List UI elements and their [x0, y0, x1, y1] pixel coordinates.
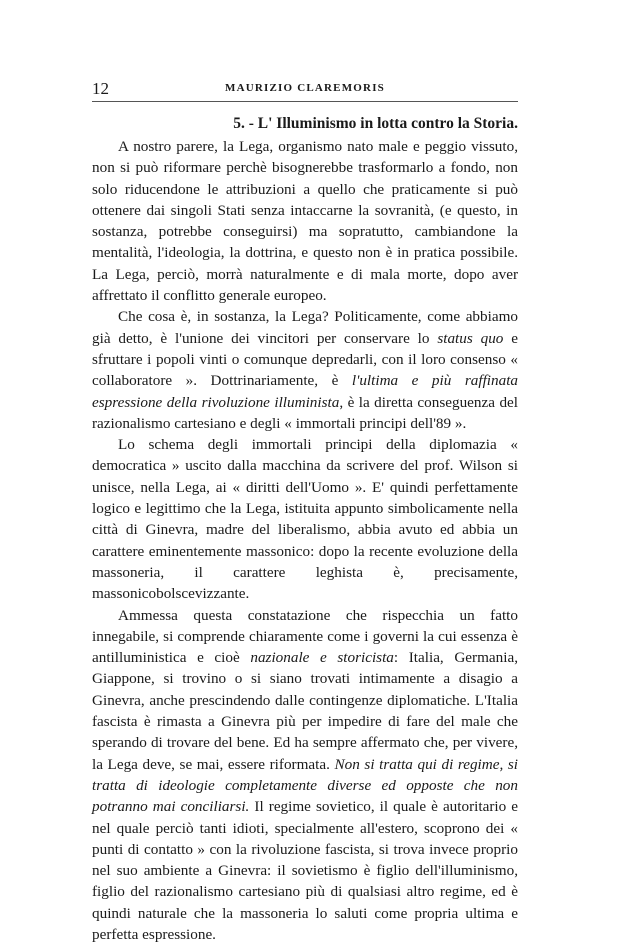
body-text [92, 136, 518, 945]
paragraph [92, 605, 518, 945]
text-run: Lo schema degli immortali principi della diplomazia « democratica » uscito dalla macchina da scrivere del prof. Wilson si unisce, nella Lega, ai « diritti dell'Uomo ». E' quindi perfettamente logico e legittimo che la Lega, istituita appunto simbolicamente nella città di Ginevra, madre del liberalismo, abbia avuto ed abbia un carattere eminentemente massonico: dopo la recente evoluzione della massoneria, il carattere leghista è, precisamente, massonicobolscevizzante. [92, 436, 518, 603]
text-run: Che cosa è, in sostanza, la Lega? Politicamente, come abbiamo già detto, è l'unione dei vincitori per conservare lo [92, 308, 518, 347]
section-title: 5. - L' Illuminismo in lotta contro la Storia. [233, 115, 518, 132]
header-rule [92, 101, 518, 102]
text-run: : Italia, Germania, Giappone, si trovino o si siano trovati intimamente a disagio a Ginevra, anche prescindendo dalle contingenze diplomatiche. L'Italia fascista è rimasta a Ginevra più per impedire di fare del male che sperando di trovare del bene. Ed ha sempre affermato che, per vivere, la Lega deve, se mai, essere riformata. [92, 649, 519, 773]
paragraph [92, 136, 518, 306]
text-run: , è la diretta conseguenza del razionalismo cartesiano e degli « immortali principi dell'89 ». [92, 393, 518, 432]
text-run: A nostro parere, la Lega, organismo nato male e peggio vissuto, non si può riformare perchè bisognerebbe trasformarlo a fondo, non solo riducendone le attribuzioni a quello che praticamente si può ottenere dai singoli Stati senza intaccarne la sovranità, (e questo, in sostanza, potrebbe conseguirsi) ma sopratutto, cambiandone la mentalità, l'ideologia, la dottrina, e questo non è in pratica possibile. La Lega, perciò, morrà naturalmente e di mala morte, dopo aver affrettato il conflitto generale europeo. [92, 138, 518, 305]
paragraph [92, 306, 518, 434]
running-title: MAURIZIO CLAREMORIS [224, 82, 385, 94]
italic-run: Non si tratta qui di regime, si tratta di ideologie completamente diverse ed opposte che non potranno mai conciliarsi. [92, 755, 518, 816]
text-run: e sfruttare i popoli vinti o comunque depredarli, con il loro consenso « collaboratore ». Dottrinariamente, è [92, 329, 518, 390]
italic-run: status quo [437, 329, 504, 347]
italic-run: nazionale e storicista [250, 649, 394, 667]
page-header [92, 79, 518, 99]
page-number: 12 [92, 79, 109, 98]
text-run: Il regime sovietico, il quale è autoritario e nel quale perciò tanti idioti, specialmente all'estero, scoprono dei « punti di contatto » con la rivoluzione fascista, si trova invece proprio nel suo ambiente a Ginevra: il sovietismo è figlio dell'illuminismo, figlio del razionalismo cartesiano più di qualsiasi altro regime, ed è quindi naturale che la massoneria lo saluti come propria ultima e perfetta espressione. [92, 798, 518, 943]
paragraph [92, 434, 518, 604]
italic-run: l'ultima e più raffinata espressione della rivoluzione illuminista [92, 372, 519, 411]
text-run: Ammessa questa constatazione che rispecchia un fatto innegabile, si comprende chiaramente come i governi la cui essenza è antilluministica e cioè [92, 606, 518, 667]
